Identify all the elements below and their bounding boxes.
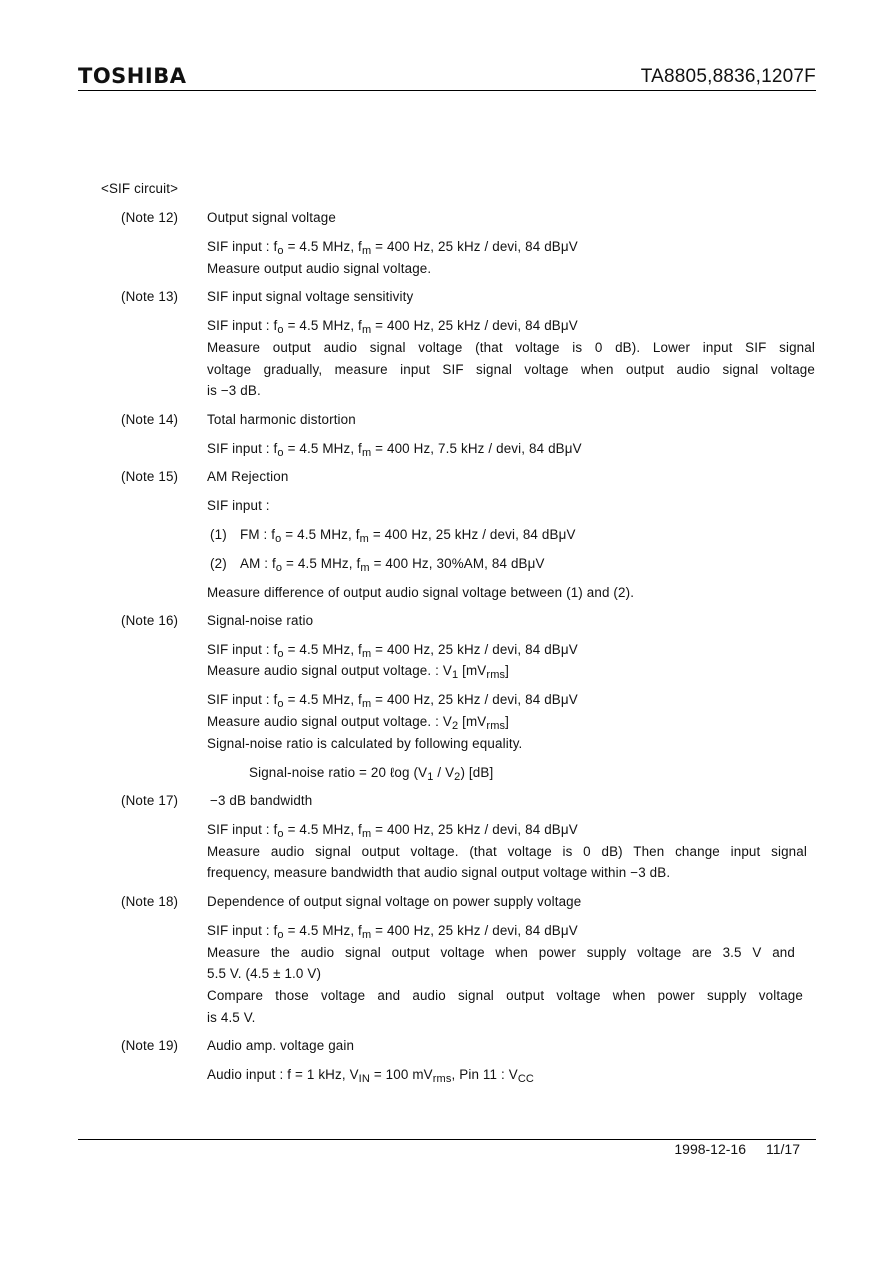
note-17-title: −3 dB bandwidth xyxy=(210,793,313,808)
company-logo: TOSHIBA xyxy=(78,64,187,88)
note-18-text-4: is 4.5 V. xyxy=(207,1010,256,1025)
section-title: <SIF circuit> xyxy=(101,181,179,196)
note-14-title: Total harmonic distortion xyxy=(207,412,356,427)
note-18-title: Dependence of output signal voltage on power supply voltage xyxy=(207,894,582,909)
note-15-item-2-number: (2) xyxy=(210,556,227,571)
footer-rule xyxy=(78,1139,816,1140)
note-15-sif-input: SIF input : xyxy=(207,498,270,513)
note-16-measure-v1: Measure audio signal output voltage. : $V_1$ $[mV_{rms}]$ xyxy=(207,663,510,681)
note-16-measure-v2: Measure audio signal output voltage. : $V_2$ $[mV_{rms}]$ xyxy=(207,714,510,732)
note-12-sif-input: SIF input : $f_o = 4.5$ MHz, $f_m = 400$ Hz, 25 kHz / devi, 84 dBμV xyxy=(207,239,578,257)
note-13-text-3: is −3 dB. xyxy=(207,383,261,398)
note-13-text-1: Measure output audio signal voltage (that voltage is 0 dB). Lower input SIF signal xyxy=(207,340,815,355)
note-15-label: (Note 15) xyxy=(121,469,179,484)
note-13-text-2: voltage gradually, measure input SIF signal voltage when output audio signal voltage xyxy=(207,362,815,377)
note-12-text: Measure output audio signal voltage. xyxy=(207,261,432,276)
header-rule xyxy=(78,90,816,91)
note-18-text-2: 5.5 V. (4.5 ± 1.0 V) xyxy=(207,966,322,981)
note-19-audio-input: Audio input : f = 1 kHz, $V_{IN} = 100$ $mV_{rms}$, Pin 11 : $V_{CC}$ xyxy=(207,1067,535,1085)
note-14-label: (Note 14) xyxy=(121,412,179,427)
footer xyxy=(654,1141,800,1157)
note-15-item-1-number: (1) xyxy=(210,527,227,542)
note-15-item-1: FM : $f_o = 4.5$ MHz, $f_m = 400$ Hz, 25 kHz / devi, 84 dBμV xyxy=(240,527,576,545)
part-number: TA8805,8836,1207F xyxy=(640,66,816,87)
note-15-title: AM Rejection xyxy=(207,469,289,484)
note-18-label: (Note 18) xyxy=(121,894,179,909)
note-13-sif-input: SIF input : $f_o = 4.5$ MHz, $f_m = 400$ Hz, 25 kHz / devi, 84 dBμV xyxy=(207,318,578,336)
note-14-sif-input: SIF input : $f_o = 4.5$ MHz, $f_m = 400$ Hz, 7.5 kHz / devi, 84 dBμV xyxy=(207,441,582,459)
note-18-text-3: Compare those voltage and audio signal output voltage when power supply voltage xyxy=(207,988,803,1003)
note-15-text: Measure difference of output audio signal voltage between (1) and (2). xyxy=(207,585,635,600)
note-16-label: (Note 16) xyxy=(121,613,179,628)
note-12-label: (Note 12) xyxy=(121,210,179,225)
note-16-title: Signal-noise ratio xyxy=(207,613,314,628)
note-13-label: (Note 13) xyxy=(121,289,179,304)
note-18-text-1: Measure the audio signal output voltage when power supply voltage are 3.5 V and xyxy=(207,945,795,960)
note-17-text-1: Measure audio signal output voltage. (that voltage is 0 dB) Then change input signal xyxy=(207,844,807,859)
note-13-title: SIF input signal voltage sensitivity xyxy=(207,289,414,304)
note-16-sif-input-1: SIF input : $f_o = 4.5$ MHz, $f_m = 400$ Hz, 25 kHz / devi, 84 dBμV xyxy=(207,642,578,660)
footer-page-number: 11/17 xyxy=(766,1141,800,1157)
note-19-title: Audio amp. voltage gain xyxy=(207,1038,355,1053)
note-17-sif-input: SIF input : $f_o = 4.5$ MHz, $f_m = 400$ Hz, 25 kHz / devi, 84 dBμV xyxy=(207,822,578,840)
footer-date: 1998-12-16 xyxy=(674,1141,746,1157)
note-19-label: (Note 19) xyxy=(121,1038,179,1053)
note-17-label: (Note 17) xyxy=(121,793,179,808)
note-16-equation: Signal-noise ratio = 20 ℓog $(V_1 / V_2)$ [dB] xyxy=(249,765,494,783)
note-15-item-2: AM : $f_o = 4.5$ MHz, $f_m = 400$ Hz, 30%AM, 84 dBμV xyxy=(240,556,545,574)
note-18-sif-input: SIF input : $f_o = 4.5$ MHz, $f_m = 400$ Hz, 25 kHz / devi, 84 dBμV xyxy=(207,923,578,941)
note-12-title: Output signal voltage xyxy=(207,210,336,225)
note-17-text-2: frequency, measure bandwidth that audio signal output voltage within −3 dB. xyxy=(207,865,671,880)
note-16-text: Signal-noise ratio is calculated by following equality. xyxy=(207,736,523,751)
note-16-sif-input-2: SIF input : $f_o = 4.5$ MHz, $f_m = 400$ Hz, 25 kHz / devi, 84 dBμV xyxy=(207,692,578,710)
